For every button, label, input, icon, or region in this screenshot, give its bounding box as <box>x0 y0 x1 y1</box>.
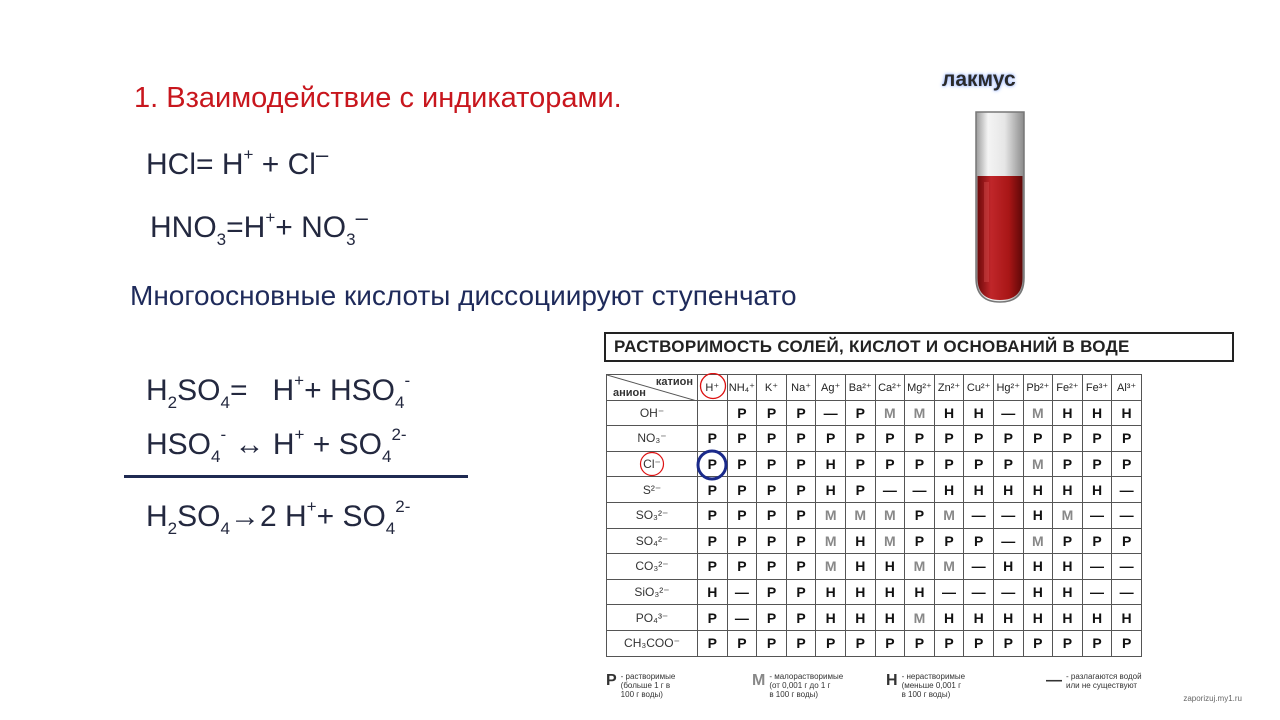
equation-hso4-step2: $HSO_4^-$ ↔ $H^+ + SO_4^{2-}$ <box>146 425 407 466</box>
solubility-cell: Р <box>727 477 757 503</box>
solubility-cell: Р <box>1023 426 1053 452</box>
solubility-cell: Р <box>1082 630 1112 656</box>
solubility-cell: — <box>1112 477 1142 503</box>
solubility-cell: Р <box>964 630 994 656</box>
solubility-legend <box>606 672 1246 716</box>
table-row <box>607 579 1142 605</box>
solubility-cell: Р <box>905 451 935 477</box>
solubility-cell: Н <box>964 400 994 426</box>
solubility-cell: Р <box>786 579 816 605</box>
solubility-cell: Н <box>1053 477 1083 503</box>
equation-h2so4-step1: $H_2SO_4= H^++ HSO_4^-$ <box>146 371 411 412</box>
solubility-cell: Р <box>757 630 787 656</box>
solubility-cell: Р <box>845 400 875 426</box>
solubility-cell: Н <box>698 579 728 605</box>
solubility-cell: — <box>1112 554 1142 580</box>
cation-header-cell: NH₄⁺ <box>727 375 757 401</box>
solubility-cell: — <box>1112 502 1142 528</box>
table-row <box>607 502 1142 528</box>
solubility-cell: Р <box>786 502 816 528</box>
solubility-cell: Н <box>875 579 905 605</box>
solubility-cell: Н <box>1112 605 1142 631</box>
solubility-cell: Н <box>964 477 994 503</box>
solubility-cell: Н <box>1082 477 1112 503</box>
solubility-cell: Р <box>934 451 964 477</box>
solubility-cell: — <box>1082 579 1112 605</box>
solubility-cell: Р <box>757 554 787 580</box>
solubility-table-title: РАСТВОРИМОСТЬ СОЛЕЙ, КИСЛОТ И ОСНОВАНИЙ В ВОДЕ <box>604 332 1234 362</box>
solubility-cell: — <box>964 579 994 605</box>
solubility-cell: Р <box>757 502 787 528</box>
solubility-cell: Н <box>934 400 964 426</box>
solubility-cell: Р <box>845 477 875 503</box>
solubility-cell: Р <box>786 400 816 426</box>
legend-item <box>606 672 675 699</box>
solubility-cell: М <box>934 554 964 580</box>
solubility-cell: Р <box>934 426 964 452</box>
solubility-cell: Н <box>875 554 905 580</box>
legend-text: - малорастворимые (от 0,001 г до 1 г в 100 г воды) <box>769 672 844 699</box>
cation-header-cell: Ba²⁺ <box>845 375 875 401</box>
anion-cell: NO₃⁻ <box>607 426 698 452</box>
solubility-cell: Р <box>698 630 728 656</box>
solubility-cell: Р <box>875 451 905 477</box>
solubility-cell: Р <box>993 426 1023 452</box>
solubility-cell: Р <box>698 477 728 503</box>
solubility-cell: Р <box>727 554 757 580</box>
solubility-cell: М <box>934 502 964 528</box>
solubility-cell: Н <box>845 528 875 554</box>
legend-symbol: Р <box>606 672 617 689</box>
anion-cell: SO₃²⁻ <box>607 502 698 528</box>
solubility-cell: Н <box>1023 502 1053 528</box>
solubility-cell: М <box>875 400 905 426</box>
solubility-cell: Р <box>964 528 994 554</box>
solubility-cell: Р <box>964 426 994 452</box>
solubility-cell: Н <box>1023 605 1053 631</box>
solubility-cell: Р <box>786 477 816 503</box>
solubility-cell: Р <box>1053 451 1083 477</box>
cation-header-cell: Na⁺ <box>786 375 816 401</box>
equation-hno3: $HNO_3=H^++ NO_3^-$ <box>150 205 368 249</box>
solubility-cell: Р <box>1112 426 1142 452</box>
solubility-cell: Н <box>816 451 846 477</box>
solubility-cell: Н <box>993 605 1023 631</box>
solubility-cell: Р <box>727 451 757 477</box>
test-tube-image <box>970 108 1030 304</box>
solubility-cell: М <box>1023 528 1053 554</box>
solubility-cell: Р <box>757 400 787 426</box>
sum-divider-line <box>124 475 468 478</box>
solubility-cell: Р <box>757 528 787 554</box>
solubility-cell: Р <box>727 630 757 656</box>
solubility-cell: Н <box>845 579 875 605</box>
solubility-cell: Р <box>786 528 816 554</box>
solubility-cell: Н <box>1053 554 1083 580</box>
legend-text: - разлагаются водой или не существуют <box>1066 672 1142 690</box>
solubility-cell: — <box>964 554 994 580</box>
solubility-cell: Р <box>727 528 757 554</box>
equation-hcl: HCl= H+ + Cl– <box>146 142 329 181</box>
solubility-cell: Н <box>1023 554 1053 580</box>
anion-cell <box>607 451 698 477</box>
solubility-cell: Н <box>905 579 935 605</box>
solubility-cell: Р <box>1112 630 1142 656</box>
solubility-cell: Р <box>993 630 1023 656</box>
solubility-cell: Р <box>757 605 787 631</box>
solubility-cell <box>698 451 728 477</box>
solubility-cell: Р <box>845 426 875 452</box>
legend-item <box>886 672 965 699</box>
solubility-cell: — <box>1082 554 1112 580</box>
cation-header-cell: Hg²⁺ <box>993 375 1023 401</box>
solubility-cell: Р <box>757 426 787 452</box>
solubility-cell: Н <box>993 477 1023 503</box>
table-corner-cell <box>607 375 698 401</box>
litmus-label: лакмус <box>942 68 1016 91</box>
solubility-cell <box>698 400 728 426</box>
solubility-cell: Р <box>1053 630 1083 656</box>
solubility-cell: Н <box>1023 579 1053 605</box>
solubility-cell: — <box>727 605 757 631</box>
solubility-cell: Н <box>816 579 846 605</box>
solubility-cell: Р <box>905 426 935 452</box>
solubility-cell: М <box>905 554 935 580</box>
solubility-cell: Н <box>993 554 1023 580</box>
legend-item <box>752 672 843 699</box>
cation-header-cell: Fe³⁺ <box>1082 375 1112 401</box>
solubility-cell: — <box>993 400 1023 426</box>
solubility-cell: Р <box>757 477 787 503</box>
solubility-cell: Р <box>786 554 816 580</box>
red-circle-highlight <box>639 451 665 477</box>
table-row <box>607 451 1142 477</box>
solubility-cell: — <box>993 528 1023 554</box>
solubility-cell: Р <box>786 630 816 656</box>
solubility-cell: Н <box>934 605 964 631</box>
anion-cell: CO₃²⁻ <box>607 554 698 580</box>
solubility-cell: Н <box>845 554 875 580</box>
solubility-cell: Р <box>727 426 757 452</box>
solubility-cell: — <box>816 400 846 426</box>
cation-header-cell: K⁺ <box>757 375 787 401</box>
anion-cell: SiO₃²⁻ <box>607 579 698 605</box>
solubility-cell: Р <box>875 630 905 656</box>
solubility-cell: — <box>993 502 1023 528</box>
solubility-cell: М <box>1053 502 1083 528</box>
solubility-cell: М <box>875 502 905 528</box>
solubility-cell: — <box>934 579 964 605</box>
legend-item <box>1046 672 1142 690</box>
solubility-cell: Н <box>1053 579 1083 605</box>
solubility-cell: Р <box>934 630 964 656</box>
anion-cell: OH⁻ <box>607 400 698 426</box>
solubility-cell: Н <box>1082 400 1112 426</box>
cation-header-cell: Fe²⁺ <box>1053 375 1083 401</box>
solubility-cell: — <box>1082 502 1112 528</box>
solubility-cell: М <box>816 502 846 528</box>
legend-text: - растворимые (больше 1 г в 100 г воды) <box>620 672 676 699</box>
solubility-cell: Р <box>1082 426 1112 452</box>
solubility-cell: Н <box>934 477 964 503</box>
solubility-cell: Р <box>757 451 787 477</box>
cation-header-cell: Al³⁺ <box>1112 375 1142 401</box>
solubility-cell: Н <box>1082 605 1112 631</box>
solubility-cell: Р <box>816 630 846 656</box>
solubility-cell: М <box>875 528 905 554</box>
solubility-cell: Н <box>875 605 905 631</box>
cell-hcl-value: Р <box>707 456 717 473</box>
solubility-cell: Р <box>786 451 816 477</box>
solubility-cell: Р <box>1082 451 1112 477</box>
solubility-cell: Н <box>1023 477 1053 503</box>
solubility-cell: Р <box>698 554 728 580</box>
cation-header-cell: Ag⁺ <box>816 375 846 401</box>
solubility-cell: Р <box>993 451 1023 477</box>
solubility-cell: Р <box>934 528 964 554</box>
solubility-cell: Р <box>816 426 846 452</box>
solubility-cell: — <box>993 579 1023 605</box>
cation-header-cell: Ca²⁺ <box>875 375 905 401</box>
solubility-cell: Р <box>786 605 816 631</box>
solubility-table <box>606 374 1142 657</box>
slide-title: 1. Взаимодействие с индикаторами. <box>134 82 622 114</box>
solubility-cell: Н <box>964 605 994 631</box>
table-row <box>607 630 1142 656</box>
solubility-cell: Р <box>1053 528 1083 554</box>
solubility-cell: М <box>816 554 846 580</box>
solubility-cell: Р <box>905 502 935 528</box>
equation-h2so4-overall: $H_2SO_4\to 2$ $H^++ SO_4^{2-}$ <box>146 497 411 538</box>
solubility-cell: Р <box>1112 451 1142 477</box>
solubility-cell: Р <box>1112 528 1142 554</box>
solubility-cell: Р <box>905 528 935 554</box>
solubility-cell: М <box>905 605 935 631</box>
blue-circle-highlight <box>695 449 729 481</box>
red-circle-highlight <box>698 373 728 401</box>
solubility-cell: Р <box>698 426 728 452</box>
solubility-cell: Р <box>845 451 875 477</box>
solubility-cell: Р <box>875 426 905 452</box>
solubility-cell: Н <box>845 605 875 631</box>
watermark-text: zaporizuj.my1.ru <box>1183 694 1242 703</box>
solubility-cell: Р <box>845 630 875 656</box>
solubility-cell: Н <box>1112 400 1142 426</box>
cation-h-label: H⁺ <box>705 381 720 394</box>
table-row <box>607 426 1142 452</box>
solubility-cell: Н <box>1053 400 1083 426</box>
cation-header-cell: Zn²⁺ <box>934 375 964 401</box>
solubility-cell: Р <box>757 579 787 605</box>
table-row <box>607 400 1142 426</box>
table-row <box>607 477 1142 503</box>
cation-header-cell <box>698 375 728 401</box>
table-header-row <box>607 375 1142 401</box>
solubility-cell: — <box>964 502 994 528</box>
legend-symbol: — <box>1046 672 1062 689</box>
solubility-table-panel <box>598 330 1240 720</box>
solubility-cell: — <box>875 477 905 503</box>
cation-header-cell: Mg²⁺ <box>905 375 935 401</box>
table-row <box>607 605 1142 631</box>
table-row <box>607 528 1142 554</box>
solubility-cell: Р <box>727 502 757 528</box>
cation-header-cell: Cu²⁺ <box>964 375 994 401</box>
solubility-cell: Р <box>698 605 728 631</box>
solubility-cell: Н <box>816 605 846 631</box>
solubility-cell: Н <box>816 477 846 503</box>
solubility-cell: — <box>727 579 757 605</box>
anion-cell: S²⁻ <box>607 477 698 503</box>
solubility-cell: Р <box>698 528 728 554</box>
legend-symbol: М <box>752 672 766 689</box>
solubility-cell: М <box>845 502 875 528</box>
corner-anion-label: анион <box>613 386 646 399</box>
solubility-cell: Р <box>1082 528 1112 554</box>
solubility-cell: Р <box>727 400 757 426</box>
legend-symbol: Н <box>886 672 898 689</box>
anion-cell: PO₄³⁻ <box>607 605 698 631</box>
polybasic-acids-note: Многоосновные кислоты диссоциируют ступенчато <box>130 280 797 311</box>
cation-header-cell: Pb²⁺ <box>1023 375 1053 401</box>
solubility-cell: — <box>905 477 935 503</box>
legend-text: - нерастворимые (меньше 0,001 г в 100 г воды) <box>901 672 966 699</box>
corner-cation-label: катион <box>655 376 693 388</box>
solubility-cell: Р <box>905 630 935 656</box>
solubility-cell: М <box>1023 400 1053 426</box>
anion-cell: CH₃COO⁻ <box>607 630 698 656</box>
solubility-cell: М <box>816 528 846 554</box>
solubility-cell: Р <box>964 451 994 477</box>
solubility-cell: Н <box>1053 605 1083 631</box>
solubility-cell: — <box>1112 579 1142 605</box>
solubility-cell: М <box>1023 451 1053 477</box>
solubility-cell: Р <box>786 426 816 452</box>
anion-cell: SO₄²⁻ <box>607 528 698 554</box>
solubility-cell: Р <box>698 502 728 528</box>
anion-cl-label: Cl⁻ <box>643 457 661 472</box>
solubility-cell: Р <box>1023 630 1053 656</box>
solubility-cell: М <box>905 400 935 426</box>
solubility-cell: Р <box>1053 426 1083 452</box>
table-row <box>607 554 1142 580</box>
